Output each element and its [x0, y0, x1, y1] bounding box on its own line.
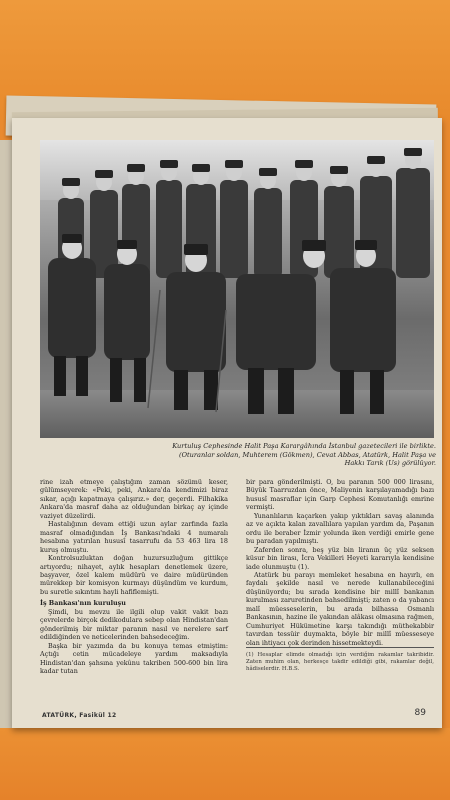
paragraph: Yunanlıların kaçarken yakıp yıktıkları savaş alanında az ve açıkta kalan zavallılara yapılan yardım da, Paşanın ordu ile beraber İzmir yolunda iken verdiği emirle gene bu paradan yapılmıştı.: [246, 511, 434, 546]
paragraph: Atatürk bu parayı memleket hesabına en hayırlı, en faydalı şekilde nasıl ve nerede kullanabileceğini düşünüyordu; bu sırada kendisine bir millî bankanın kurulması zaruretinden bahsedilmişti; zaten o da yabancı malî müesseselerin, bu arada bilhassa Osmanlı Bankasının, hazine ile yakından alâkası olmasına rağmen, Cumhuriyet Hükümetine karşı takındığı müthekabbir tavırdan tessüir duymakta, böyle bir millî müesseseye olan ihtiyacı çok derinden hissetmekteydi.: [246, 570, 434, 647]
paragraph: bir para gönderilmişti. O, bu paranın 500 000 lirasını, Büyük Taarruzdan önce, Maliyenin karşılayamadığı bazı hususî masraflar için Garp Cephesi Komutanlığı emrine vermişti.: [246, 478, 434, 512]
historical-photo: [40, 140, 434, 438]
article-body: [40, 478, 434, 708]
magazine-page: [12, 118, 442, 728]
publication-footer: ATATÜRK, Fasikül 12: [42, 712, 117, 719]
footnote: (1) Hesaplar elimde olmadığı için verdiğim rakamlar takribidir. Zaten muhim olan, herkesçe takdir edildiği gibi, rakamlar değil, hâdiselerdir. H.B.S.: [246, 647, 434, 673]
paragraph: rine izah etmeye çalıştığım zaman sözümü keser, gülümseyerek: «Peki, peki, Ankara'da kendimizi biraz sıkar, açığı kapatmaya çalışırız.» der, geçerdi. Filhakika Ankara'da masraf daha az olduğundan birkaç ay içinde vaziyet düzelirdi.: [40, 478, 228, 520]
paragraph: Başka bir yazımda da bu konuya temas etmiştim: Açtığı cetin mücadeleye yardım maksadıyla Hindistan'dan şahsına yekûnu takriben 500-600 bin lira kadar tutan: [40, 641, 228, 675]
group-of-people-illustration: [40, 140, 434, 438]
page-number: 89: [414, 708, 426, 718]
section-heading: İş Bankası'nın kuruluşu: [40, 599, 126, 608]
adjacent-page-edge: [0, 140, 12, 740]
photo-caption: Kurtuluş Cephesinde Halit Paşa Karargâhında İstanbul gazetecileri ile birlikte. (Oturanlar soldan, Muhterem (Gökmen), Cevat Abbas, Atatürk, Halit Paşa ve Hakkı Tarık (Us) görülüyor.: [172, 442, 436, 468]
left-column: [40, 478, 228, 675]
paragraph: Hastalığının devam ettiği uzun aylar zarfında fazla masraf olmadığından İş Bankası'ndaki 4 numaralı hesabına yatırılan hususî tasarrufu da 53 463 lira 18 kuruş olmuştu.: [40, 520, 228, 554]
paragraph: Kontrolsuzluktan doğan huzursuzluğum gittikçe artıyordu; nihayet, aylık hesapları denetlemek üzere, başyaver, özel kalem müdürü ve daire müdüründen mürekkep bir komisyon kurmayı düşündüm ve kurdum, bu suretle sıkıntım hayli hafiflemişti.: [40, 554, 228, 596]
right-column: [246, 478, 434, 673]
orange-surface: [0, 728, 450, 800]
paragraph: Zaferden sonra, beş yüz bin liranın üç yüz seksen küsur bin lirası, İcra Vekilleri Heyeti kararıyla kendisine iade olunmuştu (1).: [246, 545, 434, 571]
paragraph: Şimdi, bu mevzu ile ilgili olup vakit vakit bazı çevrelerde birçok dedikodulara sebep olan Hindistan'dan gönderilmiş bir miktar paranın nasıl ve nerelere sarf edildiğinden ve neticelerinden bahsedeceğim.: [40, 607, 228, 642]
